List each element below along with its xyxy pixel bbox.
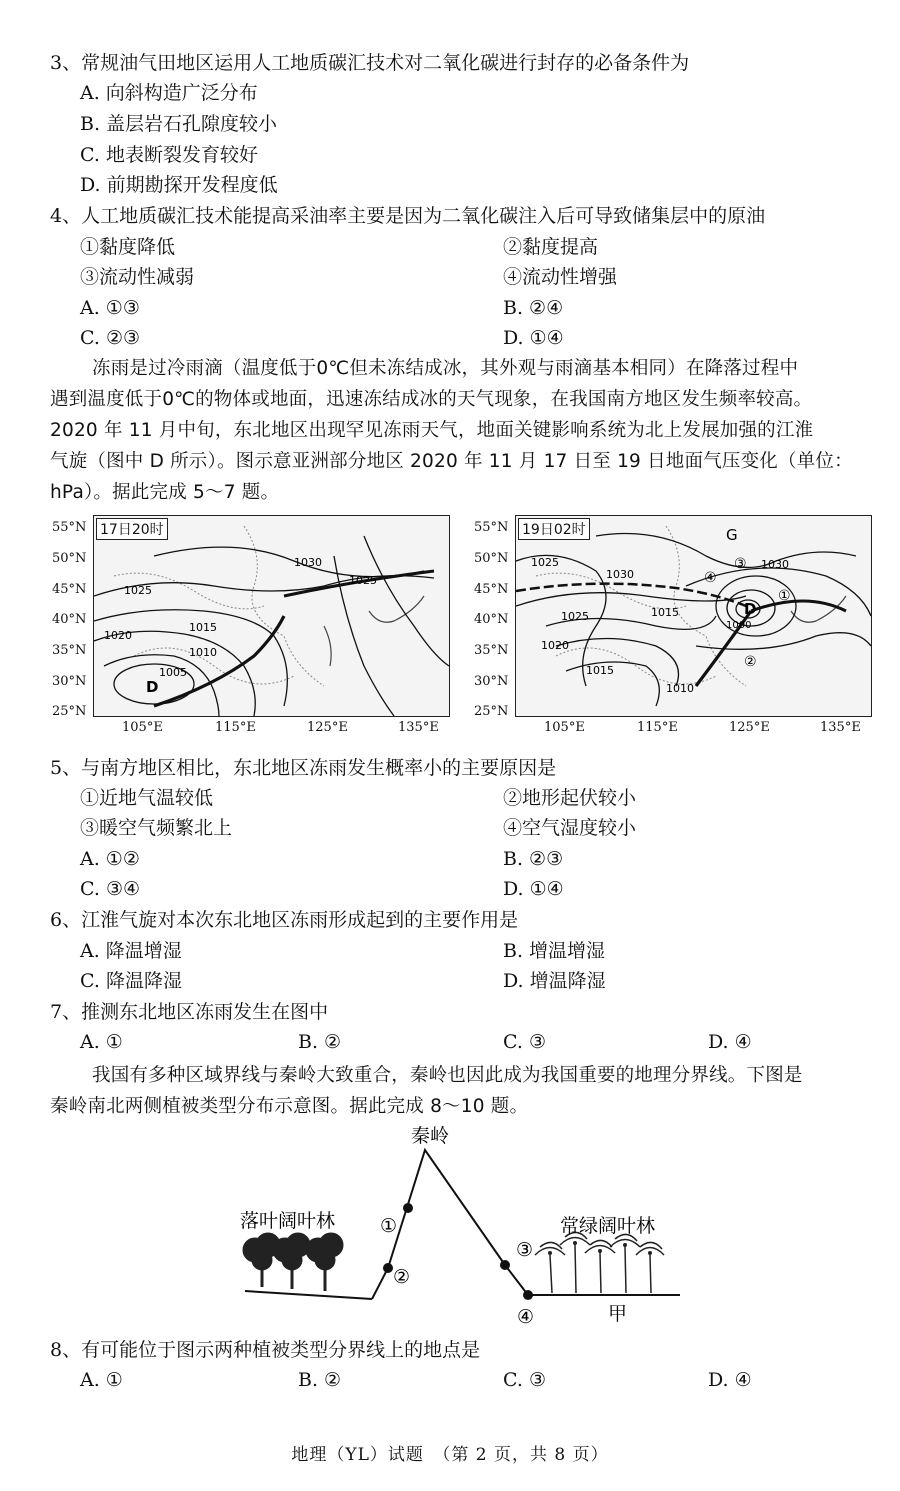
q7-option-d: D. ④ — [708, 1031, 752, 1053]
q7-option-b: B. ② — [298, 1031, 342, 1053]
q8-option-b: B. ② — [298, 1369, 342, 1391]
q5-option-c: C. ③④ — [80, 878, 141, 900]
high-pressure-label: G — [726, 526, 738, 544]
pressure-map-right-svg — [516, 516, 871, 716]
q8-stem: 8、有可能位于图示两种植被类型分界线上的地点是 — [50, 1339, 481, 1361]
q4-option-c: C. ②③ — [80, 327, 141, 349]
q4-item-4: ④流动性增强 — [503, 266, 618, 288]
lat-label: 25°N — [52, 704, 87, 719]
isobar-label: 1010 — [666, 682, 694, 695]
isobar-label: 1000 — [726, 620, 752, 631]
q4-item-3: ③流动性减弱 — [80, 266, 195, 288]
isobar-label: 1015 — [586, 664, 614, 677]
lat-label: 45°N — [52, 582, 87, 597]
q3-stem: 3、常规油气田地区运用人工地质碳汇技术对二氧化碳进行封存的必备条件为 — [50, 52, 690, 74]
passage1-line-3: 2020 年 11 月中旬，东北地区出现罕见冻雨天气，地面关键影响系统为北上发展加强的江淮 — [50, 420, 814, 441]
point-2: ② — [393, 1266, 411, 1288]
q5-option-b: B. ②③ — [503, 848, 564, 870]
q8-option-a: A. ① — [80, 1369, 123, 1391]
passage2-line-2: 秦岭南北两侧植被类型分布示意图。据此完成 8～10 题。 — [50, 1096, 529, 1117]
isobar-label: 1030 — [606, 568, 634, 581]
lon-label: 125°E — [307, 720, 348, 735]
lat-label: 50°N — [474, 551, 509, 566]
lat-label: 30°N — [52, 674, 87, 689]
map-right-title: 19日02时 — [518, 518, 590, 540]
passage1-line-4: 气旋（图中 D 所示）。图示意亚洲部分地区 2020 年 11 月 17 日至 19 日地面气压变化（单位： — [50, 451, 853, 472]
pressure-map-right — [515, 515, 872, 717]
lat-label: 45°N — [474, 582, 509, 597]
passage1-line-5: hPa）。据此完成 5～7 题。 — [50, 482, 280, 503]
lat-label: 55°N — [474, 520, 509, 535]
q4-option-d: D. ①④ — [503, 327, 564, 349]
lat-label: 25°N — [474, 704, 509, 719]
isobar-label: 1025 — [531, 556, 559, 569]
isobar-label: 1025 — [349, 574, 377, 587]
peak-label: 秦岭 — [410, 1125, 450, 1147]
q3-option-a: A. 向斜构造广泛分布 — [80, 82, 258, 104]
q3-option-c: C. 地表断裂发育较好 — [80, 144, 258, 166]
isobar-label: 1030 — [294, 556, 322, 569]
pressure-map-left — [93, 515, 450, 717]
isobar-label: 1020 — [541, 639, 569, 652]
q4-item-1: ①黏度降低 — [80, 236, 176, 258]
lon-label: 135°E — [398, 720, 439, 735]
pressure-map-left-svg — [94, 516, 449, 716]
q6-stem: 6、江淮气旋对本次东北地区冻雨形成起到的主要作用是 — [50, 909, 519, 931]
q3-option-b: B. 盖层岩石孔隙度较小 — [80, 113, 278, 135]
place-label: 甲 — [608, 1303, 628, 1325]
q3-option-d: D. 前期勘探开发程度低 — [80, 174, 278, 196]
passage1-line-2: 遇到温度低于0℃的物体或地面，迅速冻结成冰的天气现象，在我国南方地区发生频率较高。 — [50, 389, 813, 410]
right-forest-label: 常绿阔叶林 — [560, 1215, 656, 1237]
isobar-label: 1020 — [104, 629, 132, 642]
marker-2: ② — [744, 654, 757, 670]
q5-option-a: A. ①② — [80, 848, 140, 870]
map-left-title: 17日20时 — [96, 518, 168, 540]
q4-item-2: ②黏度提高 — [503, 236, 599, 258]
q8-option-d: D. ④ — [708, 1369, 752, 1391]
isobar-label: 1025 — [124, 584, 152, 597]
passage2-line-1: 我国有多种区域界线与秦岭大致重合，秦岭也因此成为我国重要的地理分界线。下图是 — [92, 1065, 803, 1086]
q5-item-1: ①近地气温较低 — [80, 787, 214, 809]
isobar-label: 1005 — [159, 666, 187, 679]
q6-option-d: D. 增温降湿 — [503, 970, 606, 992]
q6-option-b: B. 增温增湿 — [503, 940, 606, 962]
isobar-label: 1015 — [651, 606, 679, 619]
left-forest-label: 落叶阔叶林 — [240, 1210, 336, 1232]
low-pressure-label: D — [146, 678, 159, 696]
passage1-line-1: 冻雨是过冷雨滴（温度低于0℃但未冻结成冰，其外观与雨滴基本相同）在降落过程中 — [92, 358, 799, 379]
marker-4: ④ — [704, 570, 717, 586]
isobar-label: 1015 — [189, 621, 217, 634]
marker-3: ③ — [734, 556, 747, 572]
lat-label: 30°N — [474, 674, 509, 689]
q4-option-b: B. ②④ — [503, 297, 564, 319]
q5-option-d: D. ①④ — [503, 878, 564, 900]
low-pressure-label: D — [744, 600, 757, 618]
q5-item-4: ④空气湿度较小 — [503, 817, 637, 839]
point-3: ③ — [516, 1239, 534, 1261]
q7-option-a: A. ① — [80, 1031, 123, 1053]
lon-label: 105°E — [544, 720, 585, 735]
isobar-label: 1030 — [761, 558, 789, 571]
lat-label: 40°N — [474, 612, 509, 627]
lon-label: 115°E — [215, 720, 256, 735]
isobar-label: 1010 — [189, 646, 217, 659]
lon-label: 125°E — [729, 720, 770, 735]
lat-label: 40°N — [52, 612, 87, 627]
q4-option-a: A. ①③ — [80, 297, 140, 319]
lon-label: 105°E — [122, 720, 163, 735]
q4-stem: 4、人工地质碳汇技术能提高采油率主要是因为二氧化碳注入后可导致储集层中的原油 — [50, 205, 766, 227]
isobar-label: 1025 — [561, 610, 589, 623]
marker-1: ① — [778, 588, 791, 604]
lat-label: 55°N — [52, 520, 87, 535]
lat-label: 35°N — [52, 643, 87, 658]
q7-option-c: C. ③ — [503, 1031, 546, 1053]
q6-option-c: C. 降温降湿 — [80, 970, 182, 992]
lon-label: 135°E — [820, 720, 861, 735]
lon-label: 115°E — [637, 720, 678, 735]
q8-option-c: C. ③ — [503, 1369, 546, 1391]
q7-stem: 7、推测东北地区冻雨发生在图中 — [50, 1001, 329, 1023]
point-4: ④ — [517, 1306, 535, 1328]
lat-label: 50°N — [52, 551, 87, 566]
page-footer: 地理（YL）试题 （第 2 页，共 8 页） — [291, 1445, 609, 1465]
point-1: ① — [380, 1215, 398, 1237]
q6-option-a: A. 降温增湿 — [80, 940, 182, 962]
qinling-vegetation-diagram — [0, 1115, 900, 1335]
q5-stem: 5、与南方地区相比，东北地区冻雨发生概率小的主要原因是 — [50, 757, 557, 779]
lat-label: 35°N — [474, 643, 509, 658]
q5-item-3: ③暖空气频繁北上 — [80, 817, 233, 839]
q5-item-2: ②地形起伏较小 — [503, 787, 637, 809]
